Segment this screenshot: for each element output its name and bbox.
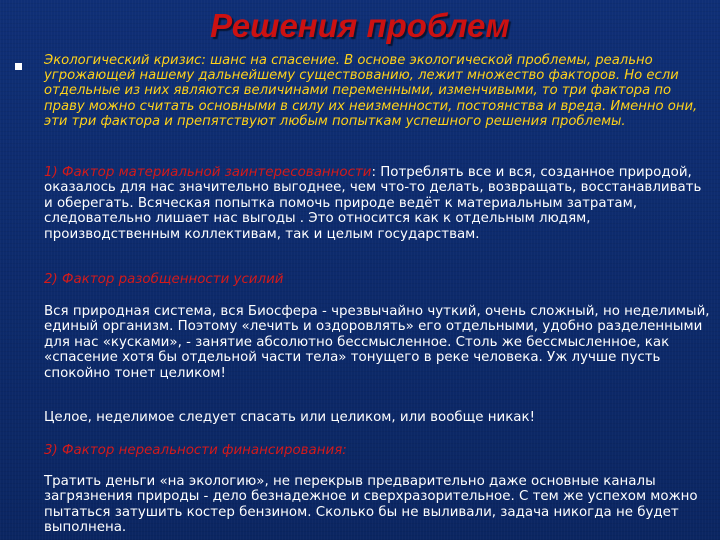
- factor1-paragraph: [44, 165, 710, 242]
- factor2-conclusion: Целое, неделимое следует спасать или целиком, или вообще никак!: [44, 410, 535, 425]
- factor2-text: Вся природная система, вся Биосфера - чрезвычайно чуткий, очень сложный, но неделимый, единый организм. Поэтому «лечить и оздоровлять» его отдельными, удобно разделенными для нас «кусками», - занятие абсолютно бессмысленное. Столь же бессмысленное, как «спасение хотя бы отдельной части тела» тонущего в реке человека. Уж лучше пусть спокойно тонет целиком!: [44, 304, 710, 381]
- factor3-text: Тратить деньги «на экологию», не перекрыв предварительно даже основные каналы загрязнения природы - дело безнадежное и сверхразорительное. С тем же успехом можно пытаться затушить костер бензином. Сколько бы не выливали, задача никогда не будет выполнена.: [44, 474, 698, 536]
- factor3-heading: 3) Фактор нереальности финансирования:: [44, 443, 347, 458]
- square-bullet-icon: [15, 63, 22, 70]
- intro-paragraph: Экологический кризис: шанс на спасение. В основе экологической проблемы, реально угрожающей нашему дальнейшему существованию, лежит множество факторов. Но если отдельные из них являются величинами переменными, изменчивыми, то три фактора по праву можно считать основными в силу их неизменности, постоянства и вреда. Именно они, эти три фактора и препятствуют любым попыткам успешного решения проблемы.: [44, 53, 698, 129]
- factor2-heading: 2) Фактор разобщенности усилий: [44, 272, 284, 287]
- slide-title: Решения проблем: [210, 7, 510, 44]
- factor1-heading: 1) Фактор материальной заинтересованности: [44, 165, 372, 180]
- factor1-text: : Потреблять все и вся, созданное природой, оказалось для нас значительно выгоднее, чем что-то делать, возвращать, восстанавливать и оберегать. Всяческая попытка помочь природе ведёт к материальным затратам, следовательно лишает нас выгоды . Это относится как к отдельным людям, производственным коллективам, так и целым государствам.: [44, 165, 702, 242]
